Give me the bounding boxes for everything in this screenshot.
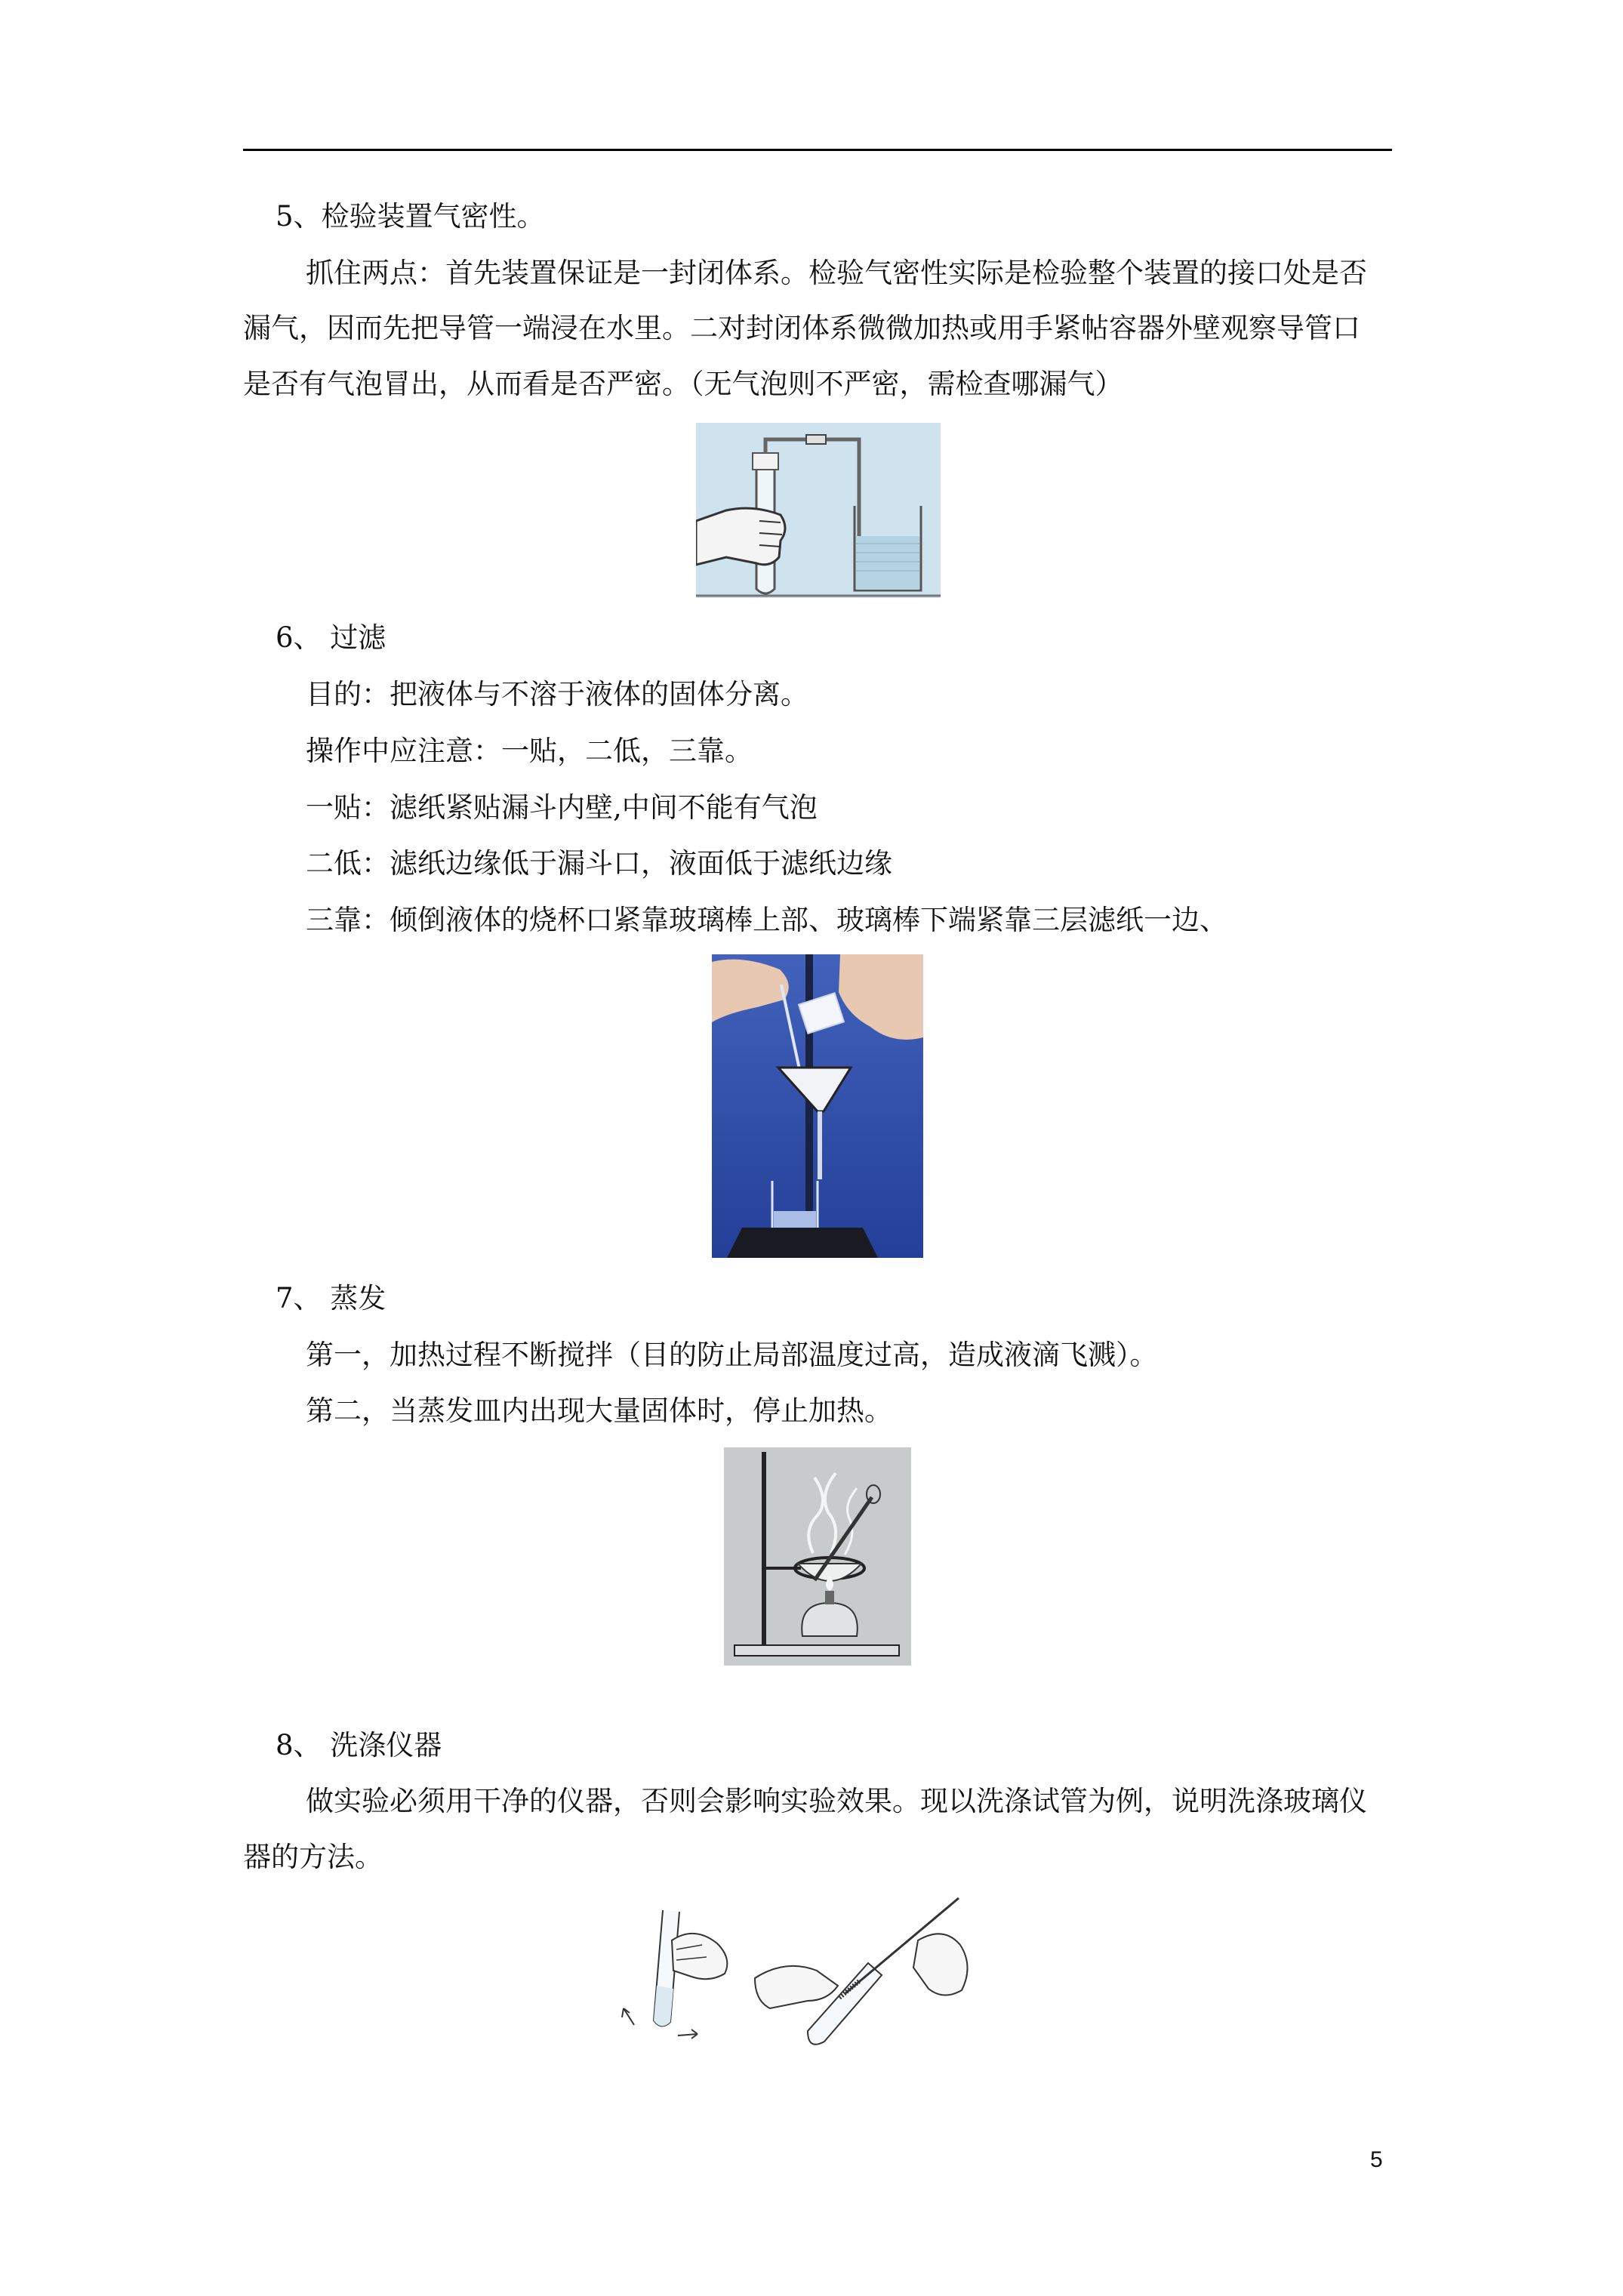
section-6-one-stick: 一贴：滤纸紧贴漏斗内壁,中间不能有气泡 (306, 791, 818, 824)
section-6-heading: 6、 过滤 (276, 621, 387, 654)
section-8-paragraph-line-1: 做实验必须用干净的仪器，否则会影响实验效果。现以洗涤试管为例，说明洗涤玻璃仪 (306, 1785, 1367, 1817)
section-7-heading: 7、 蒸发 (276, 1282, 387, 1314)
section-5-heading: 5、检验装置气密性。 (276, 200, 545, 233)
evaporation-photo (724, 1447, 911, 1666)
test-tube-washing-figure (619, 1895, 1019, 2054)
section-7-step-1: 第一，加热过程不断搅拌（目的防止局部温度过高，造成液滴飞溅）。 (306, 1339, 1158, 1371)
header-rule (243, 149, 1392, 151)
page-number: 5 (1370, 2147, 1383, 2172)
section-5-paragraph-line-3: 是否有气泡冒出，从而看是否严密。（无气泡则不严密，需检查哪漏气） (243, 368, 1123, 400)
section-7-step-2: 第二，当蒸发皿内出现大量固体时，停止加热。 (306, 1395, 892, 1427)
section-6-three-lean: 三靠：倾倒液体的烧杯口紧靠玻璃棒上部、玻璃棒下端紧靠三层滤纸一边、 (306, 904, 1227, 936)
section-6-purpose: 目的：把液体与不溶于液体的固体分离。 (306, 678, 808, 710)
section-8-heading: 8、 洗涤仪器 (276, 1729, 442, 1761)
section-8-paragraph-line-2: 器的方法。 (243, 1841, 383, 1873)
section-5-paragraph-line-2: 漏气，因而先把导管一端浸在水里。二对封闭体系微微加热或用手紧帖容器外壁观察导管口 (243, 312, 1360, 344)
section-6-two-low: 二低：滤纸边缘低于漏斗口，液面低于滤纸边缘 (306, 847, 892, 880)
section-6-notice: 操作中应注意：一贴，二低，三靠。 (306, 735, 753, 767)
airtightness-check-figure (696, 423, 941, 598)
filtration-photo (712, 954, 923, 1258)
section-5-paragraph-line-1: 抓住两点：首先装置保证是一封闭体系。检验气密性实际是检验整个装置的接口处是否 (306, 257, 1367, 289)
